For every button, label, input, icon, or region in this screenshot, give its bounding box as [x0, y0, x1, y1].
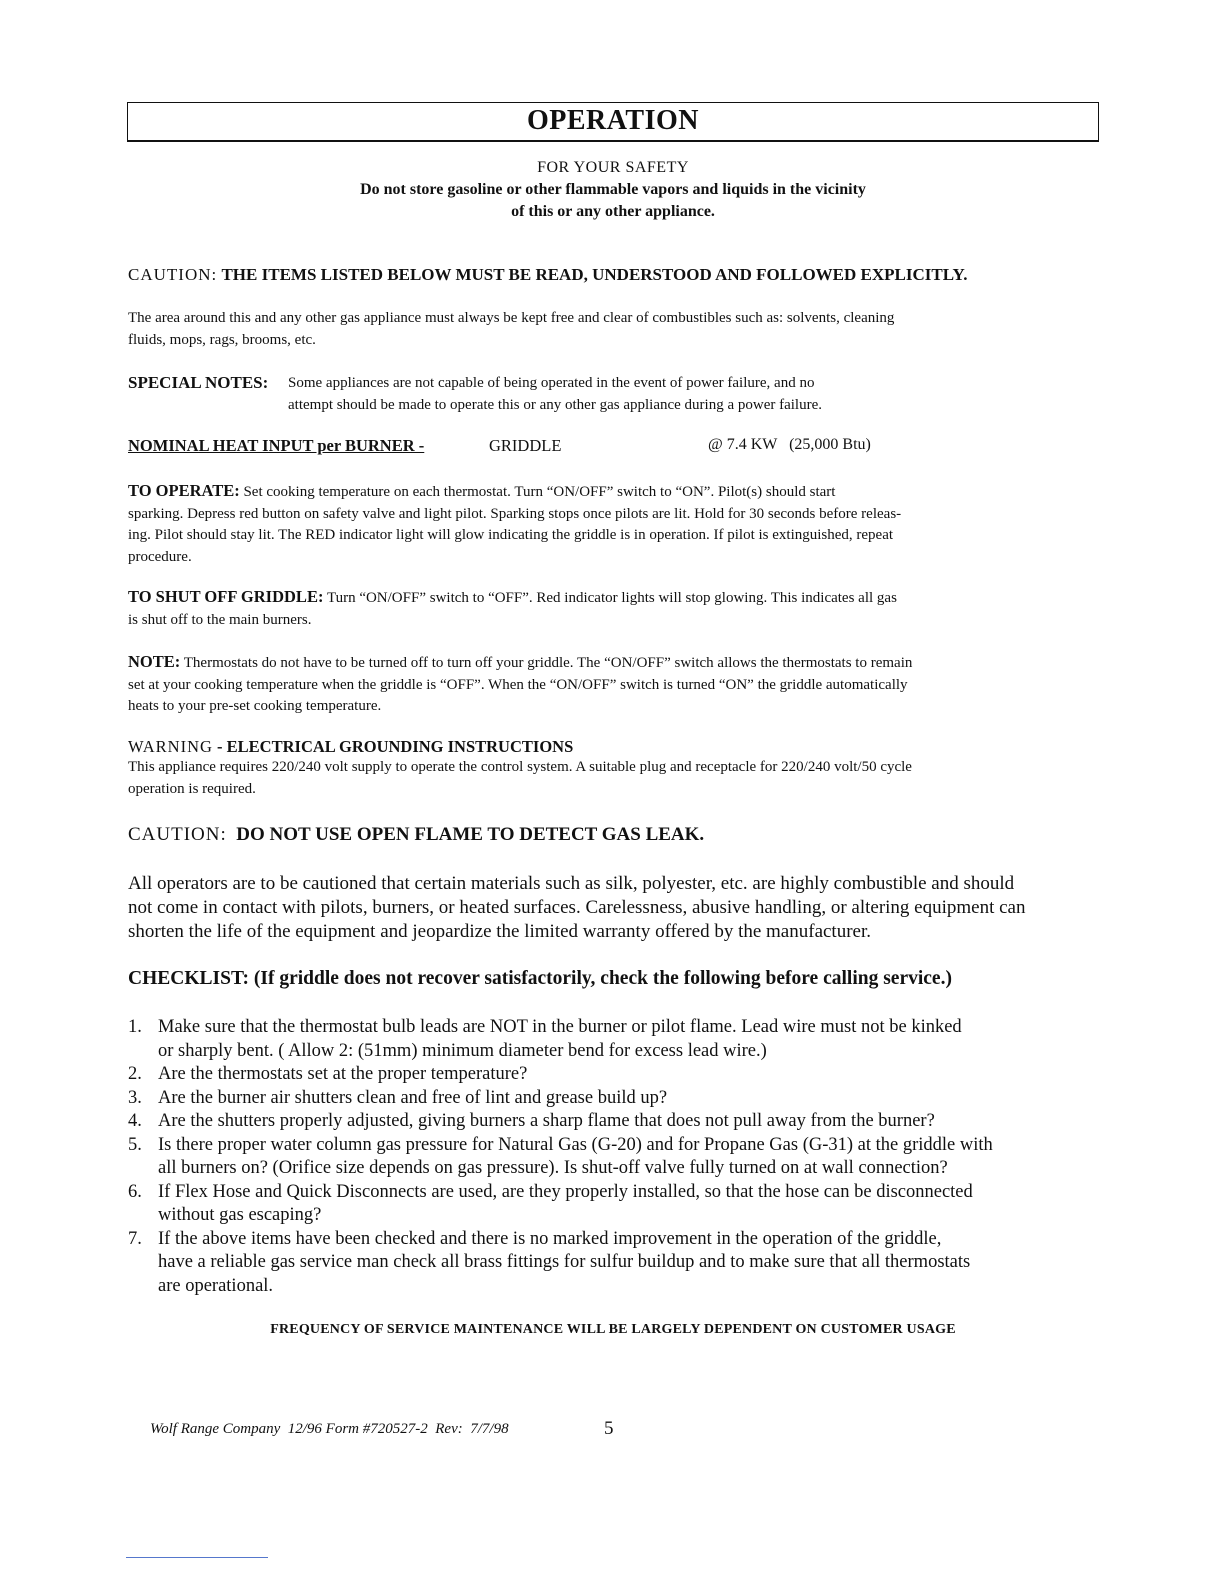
safety-line-2: of this or any other appliance. [511, 203, 715, 220]
to-operate [128, 480, 1098, 568]
page-title: OPERATION [527, 105, 699, 136]
title-box [127, 102, 1099, 142]
operators-line-1: All operators are to be cautioned that certain materials such as silk, polyester, etc. are highly combustible and should [128, 873, 1015, 894]
area-paragraph [128, 308, 1098, 351]
safety-heading: FOR YOUR SAFETY [537, 159, 689, 176]
caution-2-label: CAUTION: [128, 824, 227, 845]
special-notes-line-1: Some appliances are not capable of being operated in the event of power failure, and no [288, 375, 815, 391]
to-operate-label: TO OPERATE: [128, 481, 240, 500]
caution-label: CAUTION: [128, 265, 218, 284]
list-item: 1. Make sure that the thermostat bulb leads are NOT in the burner or pilot flame. Lead wire must not be kinked or sharply bent. ( Allow 2: (51mm) minimum diameter bend for excess lead wire.) [128, 1017, 962, 1061]
note [128, 651, 1098, 718]
caution-gas-leak [128, 822, 1098, 848]
list-item: 5. Is there proper water column gas pressure for Natural Gas (G-20) and for Propane Gas (G-31) at the griddle with all burners on? (Orifice size depends on gas pressure). Is shut-off valve fully turned on at wall connection? [128, 1134, 993, 1178]
note-label: NOTE: [128, 652, 181, 671]
note-line-3: heats to your pre-set cooking temperature. [128, 698, 382, 714]
special-notes-line-2: attempt should be made to operate this or any other gas appliance during a power failure. [288, 396, 822, 413]
shut-off-line-1: Turn “ON/OFF” switch to “OFF”. Red indicator lights will stop glowing. This indicates all gas [326, 590, 897, 606]
checklist-heading: CHECKLIST: (If griddle does not recover satisfactorily, check the following before calling service.) [128, 968, 952, 989]
list-item: 7. If the above items have been checked and there is no marked improvement in the operation of the griddle, have a reliable gas service man check all brass fittings for sulfur buildup and to make sure that all thermostats are operational. [128, 1228, 971, 1296]
caution-2-text: DO NOT USE OPEN FLAME TO DETECT GAS LEAK. [236, 824, 705, 845]
area-line-2: fluids, mops, rags, brooms, etc. [128, 331, 316, 348]
warning-grounding [128, 736, 1098, 800]
heat-input-item: GRIDDLE [489, 436, 562, 455]
note-line-1: Thermostats do not have to be turned off to turn off your griddle. The “ON/OFF” switch allows the thermostats to remain [183, 655, 913, 671]
to-operate-line-3: ing. Pilot should stay lit. The RED indicator light will glow indicating the griddle is in operation. If pilot is extinguished, repeat [128, 527, 894, 543]
to-operate-line-2: sparking. Depress red button on safety valve and light pilot. Sparking stops once pilots are lit. Hold for 30 seconds before releas- [128, 505, 902, 522]
shut-off-label: TO SHUT OFF GRIDDLE: [128, 587, 324, 606]
special-notes-label: SPECIAL NOTES: [128, 373, 269, 392]
warning-line-2: operation is required. [128, 780, 256, 797]
list-item: 4. Are the shutters properly adjusted, giving burners a sharp flame that does not pull away from the burner? [128, 1111, 935, 1131]
note-line-2: set at your cooking temperature when the griddle is “OFF”. When the “ON/OFF” switch is turned “ON” the griddle automatically [128, 676, 908, 693]
operators-line-3: shorten the life of the equipment and jeopardize the limited warranty offered by the manufacturer. [128, 921, 872, 942]
frequency-note: FREQUENCY OF SERVICE MAINTENANCE WILL BE LARGELY DEPENDENT ON CUSTOMER USAGE [270, 1322, 956, 1337]
area-line-1: The area around this and any other gas appliance must always be kept free and clear of combustibles such as: solvents, cleaning [128, 310, 895, 326]
page-number: 5 [604, 1418, 614, 1439]
warning-heading: - ELECTRICAL GROUNDING INSTRUCTIONS [217, 737, 574, 756]
caution-text: THE ITEMS LISTED BELOW MUST BE READ, UNDERSTOOD AND FOLLOWED EXPLICITLY. [221, 265, 968, 284]
operators-paragraph [128, 872, 1098, 944]
to-operate-line-4: procedure. [128, 548, 192, 565]
shut-off-line-2: is shut off to the main burners. [128, 611, 312, 628]
operators-line-2: not come in contact with pilots, burners, or heated surfaces. Carelessness, abusive handling, or altering equipment can [128, 897, 1026, 918]
warning-label: WARNING [128, 737, 213, 756]
checklist [128, 1016, 1108, 1298]
caution-read-items [128, 264, 1098, 286]
warning-line-1: This appliance requires 220/240 volt supply to operate the control system. A suitable plug and receptacle for 220/240 volt/50 cycle [128, 759, 912, 775]
list-item: 3. Are the burner air shutters clean and free of lint and grease build up? [128, 1087, 668, 1108]
footer-text: Wolf Range Company 12/96 Form #720527-2 Rev: 7/7/98 [150, 1421, 509, 1437]
safety-notice [127, 157, 1099, 223]
list-item: 6. If Flex Hose and Quick Disconnects are used, are they properly installed, so that the hose can be disconnected without gas escaping? [128, 1181, 973, 1225]
heat-input-value: @ 7.4 KW (25,000 Btu) [708, 436, 871, 453]
special-notes-text [288, 373, 1088, 416]
shut-off [128, 586, 1098, 631]
to-operate-line-1: Set cooking temperature on each thermostat. Turn “ON/OFF” switch to “ON”. Pilot(s) should start [243, 484, 836, 500]
footer-divider [126, 1557, 268, 1558]
safety-line-1: Do not store gasoline or other flammable vapors and liquids in the vicinity [360, 181, 866, 198]
heat-input-label: NOMINAL HEAT INPUT per BURNER - [128, 436, 425, 455]
heat-input [128, 436, 1098, 460]
list-item: 2. Are the thermostats set at the proper temperature? [128, 1064, 528, 1084]
